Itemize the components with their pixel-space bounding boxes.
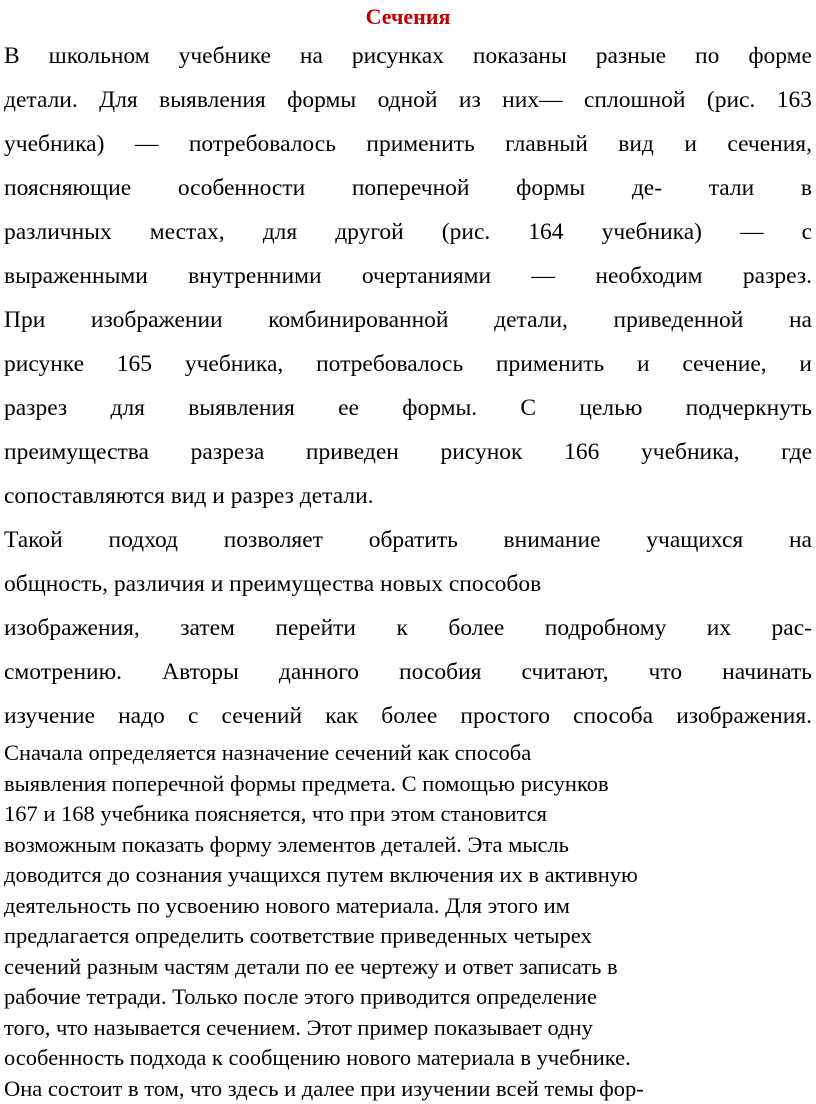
- text-line: общность, различия и преимущества новых способов: [4, 562, 812, 606]
- text-line: При изображении комбинированной детали, приведенной на: [4, 298, 812, 342]
- text-line: Сначала определяется назначение сечений как способа: [4, 738, 812, 769]
- text-line: сопоставляются вид и разрез детали.: [4, 474, 812, 518]
- text-line: В школьном учебнике на рисунках показаны разные по форме: [4, 34, 812, 78]
- text-line: различных местах, для другой (рис. 164 учебника) — с: [4, 210, 812, 254]
- text-line: особенность подхода к сообщению нового материала в учебнике.: [4, 1043, 812, 1074]
- text-line: предлагается определить соответствие приведенных четырех: [4, 921, 812, 952]
- text-line: доводится до сознания учащихся путем включения их в активную: [4, 860, 812, 891]
- text-line: 167 и 168 учебника поясняется, что при этом становится: [4, 799, 812, 830]
- text-line: детали. Для выявления формы одной из них— сплошной (рис. 163: [4, 78, 812, 122]
- text-line: того, что называется сечением. Этот пример показывает одну: [4, 1013, 812, 1044]
- paragraph-3: [4, 738, 812, 1104]
- text-line: выраженными внутренними очертаниями — необходим разрез.: [4, 254, 812, 298]
- text-line: изучение надо с сечений как более простого способа изображения.: [4, 694, 812, 738]
- page-title: Сечения: [4, 0, 812, 34]
- text-line: Такой подход позволяет обратить внимание учащихся на: [4, 518, 812, 562]
- text-line: выявления поперечной формы предмета. С помощью рисунков: [4, 769, 812, 800]
- paragraph-2: [4, 518, 812, 738]
- text-line: изображения, затем перейти к более подробному их рас-: [4, 606, 812, 650]
- text-line: смотрению. Авторы данного пособия считают, что начинать: [4, 650, 812, 694]
- text-line: рисунке 165 учебника, потребовалось применить и сечение, и: [4, 342, 812, 386]
- text-line: поясняющие особенности поперечной формы де- тали в: [4, 166, 812, 210]
- text-line: сечений разным частям детали по ее чертежу и ответ записать в: [4, 952, 812, 983]
- text-line: деятельность по усвоению нового материала. Для этого им: [4, 891, 812, 922]
- text-line: возможным показать форму элементов деталей. Эта мысль: [4, 830, 812, 861]
- text-line: разрез для выявления ее формы. С целью подчеркнуть: [4, 386, 812, 430]
- document-page: [4, 0, 812, 1104]
- text-line: преимущества разреза приведен рисунок 166 учебника, где: [4, 430, 812, 474]
- text-line: Она состоит в том, что здесь и далее при изучении всей темы фор-: [4, 1074, 812, 1104]
- paragraph-1: [4, 34, 812, 518]
- text-line: учебника) — потребовалось применить главный вид и сечения,: [4, 122, 812, 166]
- text-line: рабочие тетради. Только после этого приводится определение: [4, 982, 812, 1013]
